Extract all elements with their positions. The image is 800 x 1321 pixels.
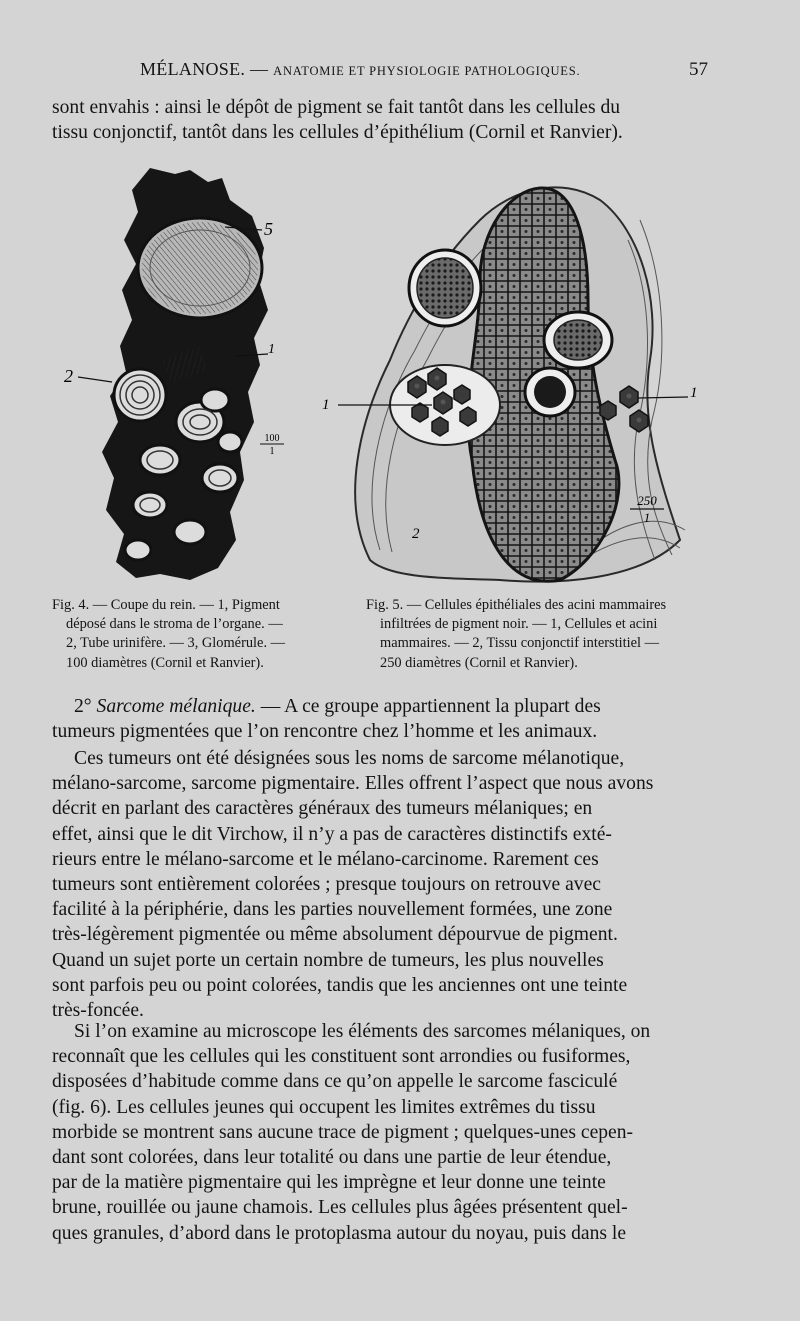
body-paragraph-1	[52, 746, 708, 1023]
intro-paragraph	[52, 95, 708, 145]
figures-area	[40, 160, 720, 590]
section-number: 2°	[74, 696, 92, 717]
caption-line: 2, Tube urinifère. — 3, Glomérule. —	[66, 635, 286, 652]
section-heading-rest: — A ce groupe appartiennent la plupart des	[260, 696, 601, 717]
text-line: disposées d’habitude comme dans ce qu’on appelle le sarcome fasciculé	[52, 1071, 618, 1093]
body-paragraph-2	[52, 1019, 708, 1246]
section-title: Sarcome mélanique.	[96, 696, 256, 717]
caption-line: Fig. 4. — Coupe du rein. — 1, Pigment	[52, 597, 280, 613]
text-line: très-légèrement pigmentée ou même absolument dépourvue de pigment.	[52, 924, 618, 946]
fig4-label-5: 5	[264, 219, 273, 239]
page-number: 57	[689, 59, 708, 80]
fig5-scale-numerator: 250	[637, 493, 657, 508]
fig5-label-2: 2	[412, 526, 420, 542]
fig5-label-1a: 1	[322, 397, 330, 413]
running-header-title: MÉLANOSE. — ANATOMIE ET PHYSIOLOGIE PATHOLOGIQUES.	[140, 59, 581, 79]
text-line: morbide se montrent sans aucune trace de pigment ; quelques-unes cepen-	[52, 1121, 634, 1143]
fig4-scale-numerator: 100	[264, 433, 280, 444]
caption-line: mammaires. — 2, Tissu conjonctif interstitiel —	[380, 635, 660, 652]
text-line: sont parfois peu ou point colorées, tandis que les anciennes ont une teinte	[52, 974, 628, 996]
caption-line: infiltrées de pigment noir. — 1, Cellules et acini	[380, 616, 658, 633]
engraving-figures	[40, 160, 720, 590]
text-line: Si l’on examine au microscope les éléments des sarcomes mélaniques, on	[74, 1021, 651, 1042]
text-line: facilité à la périphérie, dans les parties nouvellement formées, une zone	[52, 899, 613, 921]
text-line: Quand un sujet porte un certain nombre de tumeurs, les plus nouvelles	[52, 949, 604, 971]
running-header	[52, 59, 708, 85]
caption-line: 100 diamètres (Cornil et Ranvier).	[66, 654, 264, 671]
text-line: reconnaît que les cellules qui les constituent sont arrondies ou fusiformes,	[52, 1046, 631, 1068]
caption-line: 250 diamètres (Cornil et Ranvier).	[380, 654, 578, 671]
caption-line: déposé dans le stroma de l’organe. —	[66, 616, 283, 633]
fig4-label-2: 2	[64, 366, 73, 386]
section-heading-line	[52, 694, 708, 719]
fig5-caption	[366, 596, 710, 673]
text-line: (fig. 6). Les cellules jeunes qui occupent les limites extrêmes du tissu	[52, 1096, 596, 1118]
text-line: rieurs entre le mélano-sarcome et le mélano-carcinome. Rarement ces	[52, 848, 599, 870]
fig4-label-1: 1	[268, 342, 275, 357]
text-line: brune, rouillée ou jaune chamois. Les cellules plus âgées présentent quel-	[52, 1197, 628, 1219]
text-line: décrit en parlant des caractères généraux des tumeurs mélaniques; en	[52, 798, 593, 820]
text-line: sont envahis : ainsi le dépôt de pigment se fait tantôt dans les cellules du	[52, 97, 621, 118]
text-line: par de la matière pigmentaire qui les imprègne et leur donne une teinte	[52, 1172, 606, 1194]
text-line: dant sont colorées, dans leur totalité ou dans une partie de leur étendue,	[52, 1147, 612, 1169]
caption-line: Fig. 5. — Cellules épithéliales des acini mammaires	[366, 597, 667, 613]
text-line: tissu conjonctif, tantôt dans les cellules d’épithélium (Cornil et Ranvier).	[52, 122, 623, 144]
text-line: mélano-sarcome, sarcome pigmentaire. Elles offrent l’aspect que nous avons	[52, 773, 654, 795]
text-line: très-foncée.	[52, 1000, 144, 1022]
text-line: tumeurs pigmentées que l’on rencontre chez l’homme et les animaux.	[52, 721, 598, 743]
fig5-acini-drawing	[338, 187, 688, 581]
text-line: effet, ainsi que le dit Virchow, il n’y a pas de caractères distinctifs exté-	[52, 823, 612, 845]
fig4-kidney-drawing	[78, 168, 268, 580]
fig5-label-1b: 1	[690, 385, 698, 401]
text-line: ques granules, d’abord dans le protoplasma autour du noyau, puis dans le	[52, 1222, 627, 1244]
fig5-scale-denominator: 1	[643, 510, 651, 525]
text-line: Ces tumeurs ont été désignées sous les noms de sarcome mélanotique,	[74, 748, 625, 769]
text-line: tumeurs sont entièrement colorées ; presque toujours on retrouve avec	[52, 874, 601, 896]
section-paragraph	[52, 694, 708, 744]
fig4-scale-denominator: 1	[269, 446, 275, 457]
fig4-caption	[52, 596, 350, 673]
